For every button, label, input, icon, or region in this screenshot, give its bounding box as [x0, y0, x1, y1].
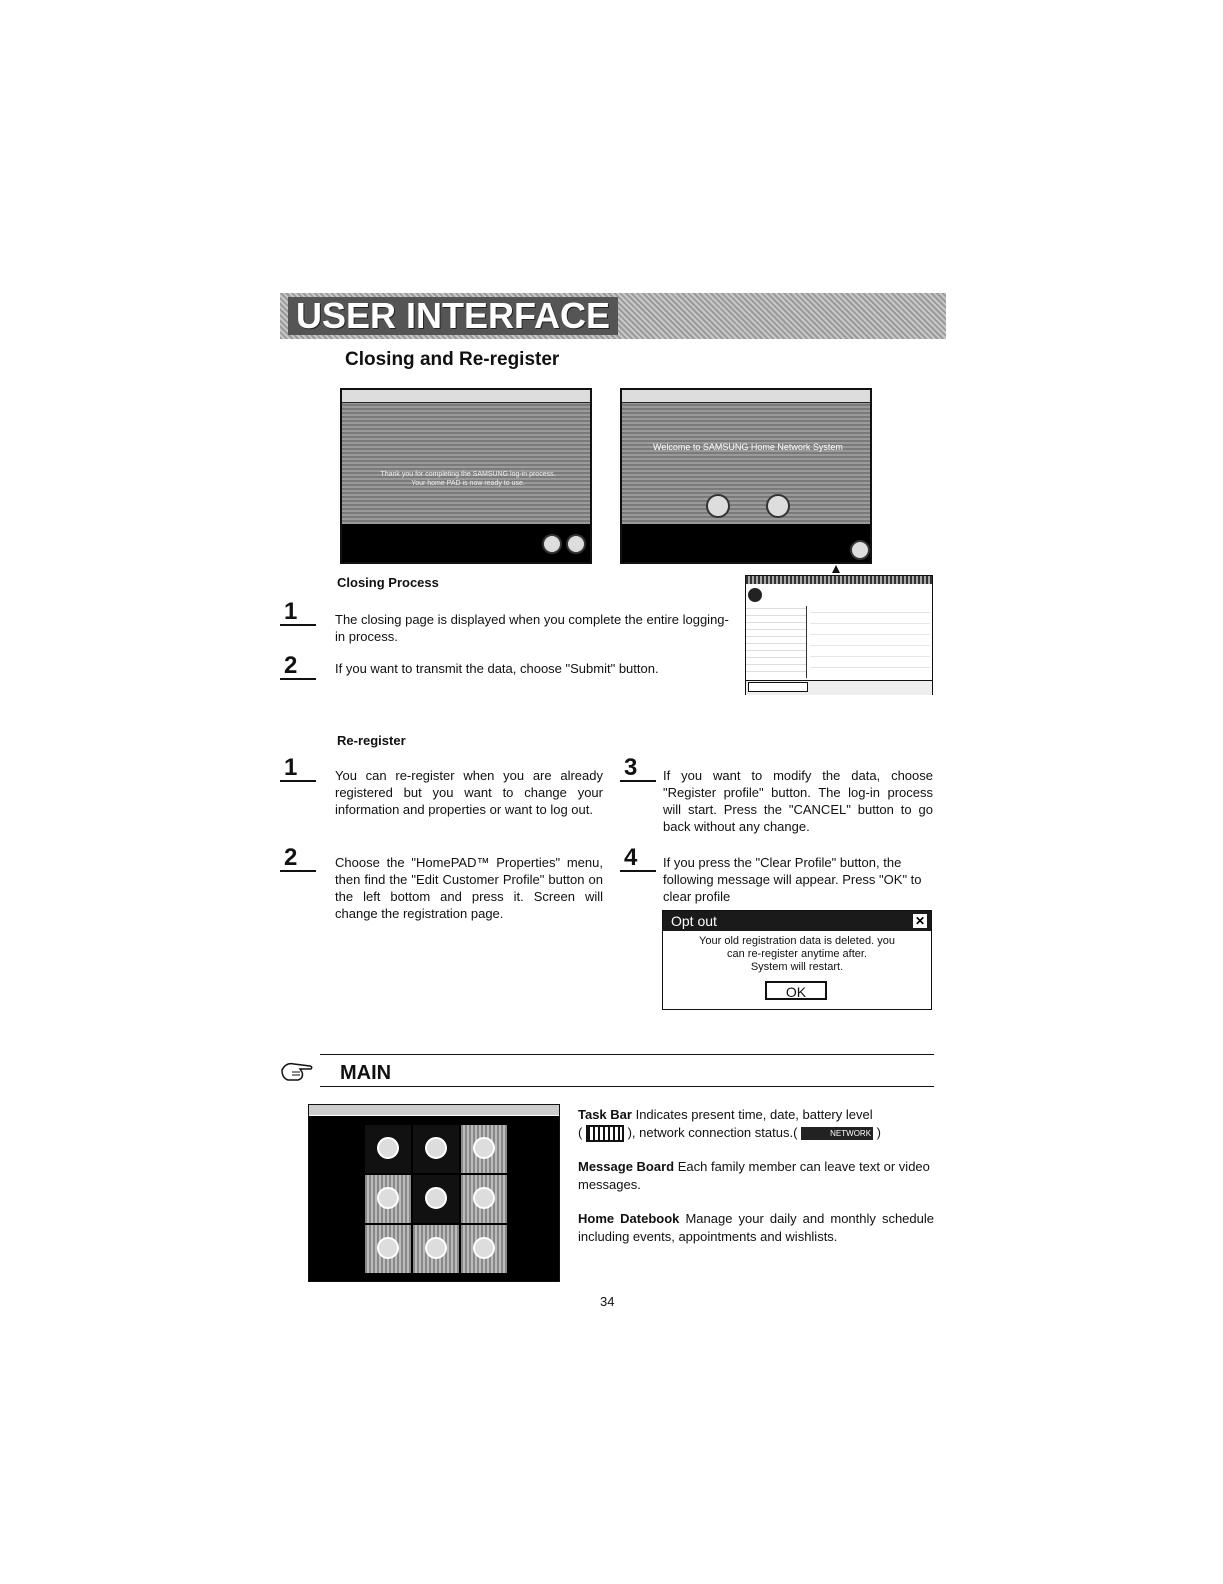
page-number: 34	[600, 1294, 615, 1309]
app-tile[interactable]	[461, 1125, 507, 1173]
main-heading: MAIN	[340, 1062, 392, 1084]
closing-step-2-number: 2	[280, 654, 316, 680]
message-board-text: Each family member can leave text or video messages.	[578, 1159, 930, 1192]
opt-out-dialog	[662, 910, 932, 1010]
app-tile[interactable]	[461, 1225, 507, 1273]
pointing-hand-icon	[280, 1056, 314, 1086]
dialog-message-line1: Your old registration data is deleted. you	[699, 935, 895, 947]
task-bar-text-1: Indicates present time, date, battery level	[635, 1107, 873, 1122]
reregister-step-4-text: If you press the "Clear Profile" button, the following message will appear. Press "OK" to clear profile	[663, 855, 922, 904]
properties-screenshot	[745, 575, 933, 695]
exit-button[interactable]	[566, 534, 586, 554]
arrow-up-icon	[832, 565, 840, 573]
message-board-term: Message Board	[578, 1159, 675, 1174]
home-datebook-term: Home Datebook	[578, 1211, 680, 1226]
closing-message-line2: Your home PAD is now ready to use.	[411, 480, 525, 487]
reregister-step-3-text: If you want to modify the data, choose "Register profile" button. The log-in process will start. Press the "CANCEL" button to go back without any change.	[663, 768, 933, 834]
task-bar-text-2c: )	[876, 1125, 881, 1140]
task-bar-text-2a: (	[578, 1125, 583, 1140]
reregister-heading: Re-register	[337, 733, 406, 748]
home-datebook-text: Manage your daily and monthly schedule including events, appointments and wishlists.	[578, 1211, 934, 1244]
closing-page-screenshot	[340, 388, 592, 564]
ok-button[interactable]: OK	[765, 981, 827, 1000]
message-board-tile[interactable]	[365, 1125, 411, 1173]
closing-message-line1: Thank you for completing the SAMSUNG log-in process.	[380, 471, 556, 478]
welcome-page-screenshot	[620, 388, 872, 564]
dialog-message-line2: can re-register anytime after.	[726, 948, 867, 960]
divider	[320, 1086, 934, 1087]
dialog-message-line3: System will restart.	[750, 961, 844, 973]
closing-step-1-text: The closing page is displayed when you complete the entire logging-in process.	[335, 612, 729, 644]
welcome-text: Welcome to SAMSUNG Home Network System	[653, 442, 843, 452]
battery-icon	[586, 1125, 624, 1142]
banner-title: USER INTERFACE	[288, 297, 618, 335]
dialog-message	[663, 935, 931, 974]
window-titlebar	[342, 390, 590, 403]
cancel-button[interactable]	[850, 540, 870, 560]
reregister-step-1-text: You can re-register when you are already registered but you want to change your information and properties or want to log out.	[335, 768, 603, 817]
reregister-step-1-number: 1	[280, 756, 316, 782]
reregister-step-3-number: 3	[620, 756, 656, 782]
task-bar-term: Task Bar	[578, 1107, 632, 1122]
task-bar-text-2b: ), network connection status.(	[627, 1125, 798, 1140]
dialog-title: Opt out	[671, 913, 717, 929]
app-tile[interactable]	[365, 1225, 411, 1273]
app-tile[interactable]	[413, 1175, 459, 1223]
submit-button[interactable]	[542, 534, 562, 554]
closing-step-2-text: If you want to transmit the data, choose "Submit" button.	[335, 661, 659, 676]
divider	[320, 1054, 934, 1055]
reregister-step-4-number: 4	[620, 846, 656, 872]
main-screen-screenshot	[308, 1104, 560, 1282]
dialog-titlebar	[663, 911, 931, 931]
message-board-description	[578, 1158, 934, 1194]
network-status-icon: NETWORK	[801, 1127, 873, 1140]
reregister-step-2-text: Choose the "HomePAD™ Properties" menu, then find the "Edit Customer Profile" button on the left bottom and press it. Screen will change the registration page.	[335, 855, 603, 921]
logo-icon	[748, 588, 762, 602]
window-titlebar	[746, 576, 932, 584]
app-tile[interactable]	[461, 1175, 507, 1223]
window-titlebar	[622, 390, 870, 403]
section-banner	[280, 293, 946, 339]
closing-step-1-number: 1	[280, 600, 316, 626]
app-tile[interactable]	[365, 1175, 411, 1223]
home-datebook-description	[578, 1210, 934, 1246]
task-bar-description	[578, 1106, 934, 1142]
home-datebook-tile[interactable]	[413, 1125, 459, 1173]
section-title: Closing and Re-register	[345, 349, 560, 370]
close-icon[interactable]: ✕	[914, 914, 926, 928]
app-tile[interactable]	[413, 1225, 459, 1273]
task-bar	[309, 1105, 559, 1116]
edit-customer-profile-button[interactable]	[748, 682, 808, 692]
closing-process-heading: Closing Process	[337, 575, 439, 590]
reregister-step-2-number: 2	[280, 846, 316, 872]
